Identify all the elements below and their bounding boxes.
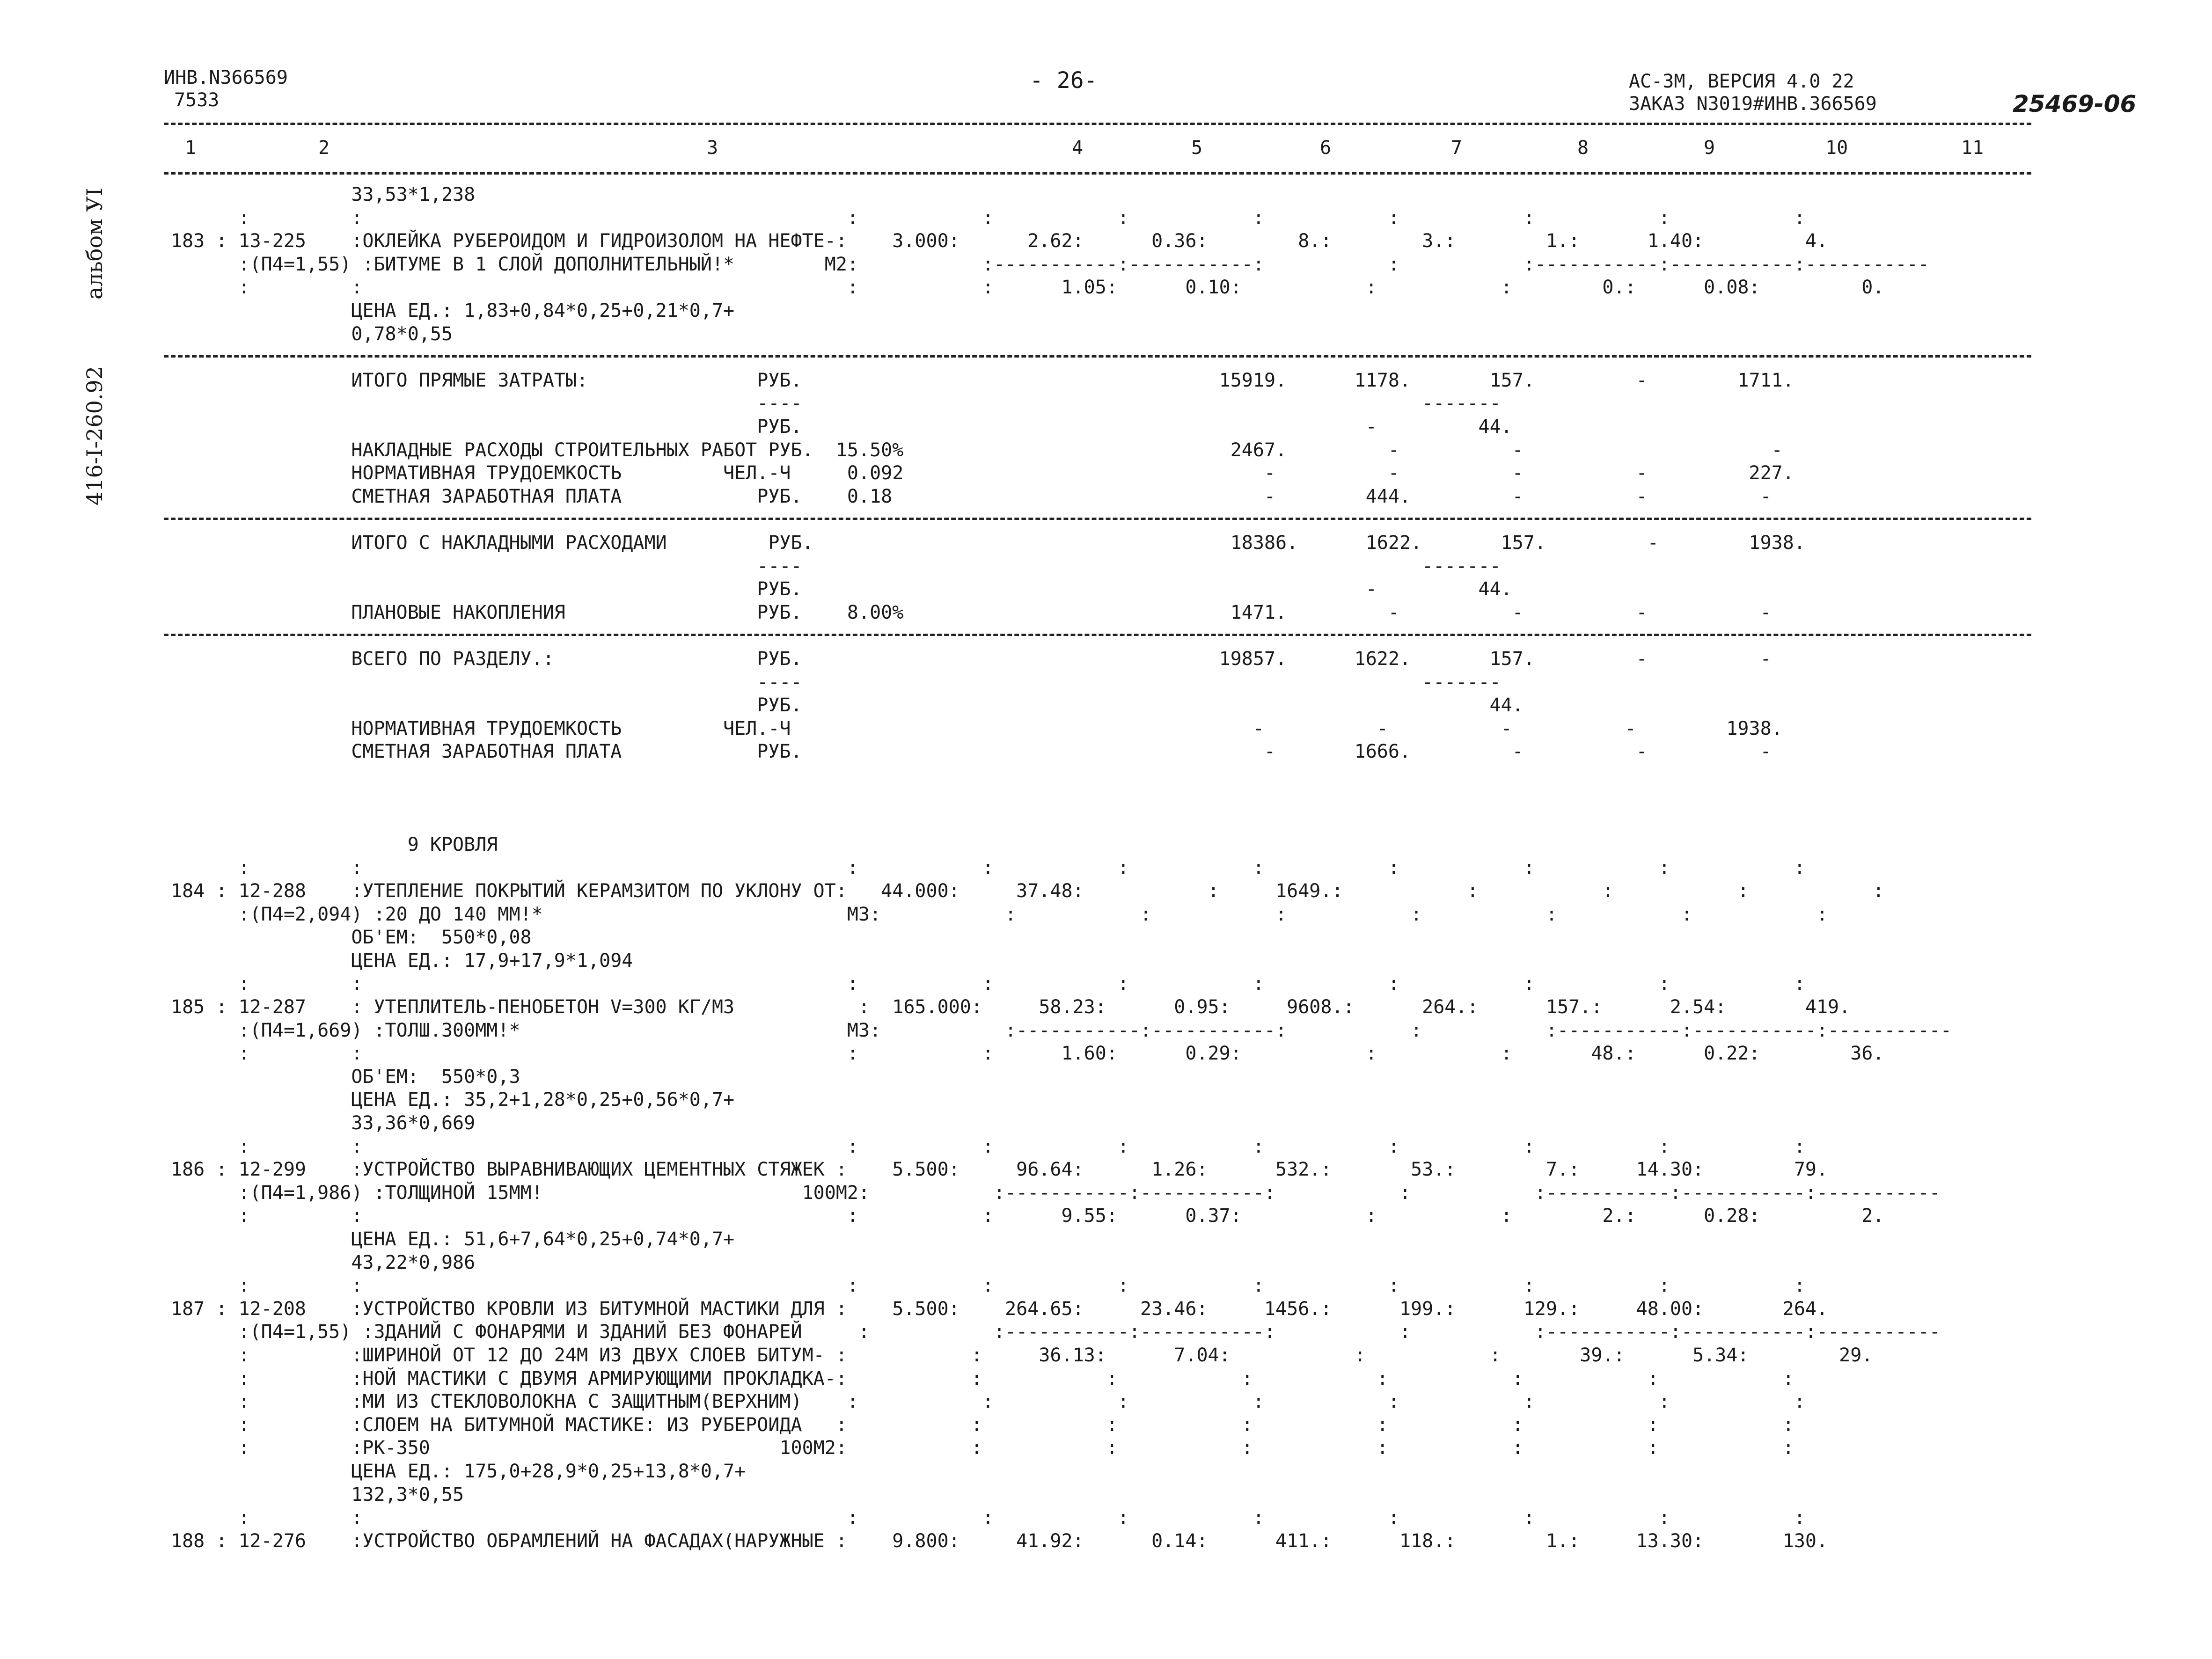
column-header: 2 — [318, 137, 330, 159]
table-line: ОБ'ЕМ: 550*0,08 — [171, 927, 532, 948]
table-line: :(П4=1,55) :БИТУМЕ В 1 СЛОЙ ДОПОЛНИТЕЛЬНЫЙ!* М2: :-----------:-----------: : :-----------:-----------:----------- — [171, 254, 1929, 275]
table-line: : :ШИРИНОЙ ОТ 12 ДО 24М ИЗ ДВУХ СЛОЕВ БИТУМ- : : 36.13: 7.04: : : 39.: 5.34: 29. — [171, 1345, 1873, 1366]
table-line: ---- ------- — [171, 672, 1501, 693]
table-line: ПЛАНОВЫЕ НАКОПЛЕНИЯ РУБ. 8.00% 1471. - - - - — [171, 602, 1772, 623]
table-line: 185 : 12-287 : УТЕПЛИТЕЛЬ-ПЕНОБЕТОН V=300 КГ/М3 : 165.000: 58.23: 0.95: 9608.: 264.: 157.: 2.54: 419. — [171, 996, 1851, 1018]
table-line: : :НОЙ МАСТИКИ С ДВУМЯ АРМИРУЮЩИМИ ПРОКЛАДКА-: : : : : : : : — [171, 1368, 1794, 1389]
section-separator — [164, 634, 2031, 636]
column-header: 4 — [1072, 137, 1084, 159]
column-header: 6 — [1320, 137, 1332, 159]
program-version: АС-3М, ВЕРСИЯ 4.0 22 — [1629, 71, 1854, 92]
table-line: 33,53*1,238 — [171, 184, 476, 205]
table-line: 0,78*0,55 — [171, 323, 453, 345]
table-line: НОРМАТИВНАЯ ТРУДОЕМКОСТЬ ЧЕЛ.-Ч - - - - 1938. — [171, 718, 1783, 739]
table-line: :(П4=1,669) :ТОЛШ.300ММ!* М3: :-----------:-----------: : :-----------:-----------:----------- — [171, 1020, 1952, 1041]
header-rule-top — [164, 123, 2031, 125]
table-line: : : : : : : : : : : — [171, 207, 1805, 229]
order-number: ЗАКАЗ N3019#ИНВ.366569 — [1629, 93, 1877, 115]
column-header-row — [0, 137, 2212, 160]
column-header: 7 — [1451, 137, 1463, 159]
handwritten-number: 25469-06 — [2013, 90, 2137, 117]
document-code: 416-I-260.92 — [82, 365, 107, 505]
section-separator — [164, 355, 2031, 358]
table-line: :(П4=1,55) :ЗДАНИЙ С ФОНАРЯМИ И ЗДАНИЙ БЕЗ ФОНАРЕЙ : :-----------:-----------: : :-----------:-----------:----------- — [171, 1321, 1941, 1343]
column-header: 3 — [707, 137, 718, 159]
table-line: ЦЕНА ЕД.: 1,83+0,84*0,25+0,21*0,7+ — [171, 300, 735, 322]
column-header: 5 — [1191, 137, 1203, 159]
table-line: ИТОГО ПРЯМЫЕ ЗАТРАТЫ: РУБ. 15919. 1178. 157. - 1711. — [171, 370, 1794, 391]
table-line: : : : : 1.60: 0.29: : : 48.: 0.22: 36. — [171, 1043, 1884, 1064]
header-rule-bottom — [164, 172, 2031, 175]
page-number: - 26- — [1030, 67, 1098, 94]
table-line: ЦЕНА ЕД.: 175,0+28,9*0,25+13,8*0,7+ — [171, 1461, 746, 1482]
inventory-number: ИНВ.N366569 — [164, 67, 288, 88]
table-line: : : : : 9.55: 0.37: : : 2.: 0.28: 2. — [171, 1205, 1884, 1227]
table-line: : : : : : : : : : : — [171, 857, 1805, 878]
column-header: 9 — [1704, 137, 1715, 159]
table-line: ЦЕНА ЕД.: 35,2+1,28*0,25+0,56*0,7+ — [171, 1089, 735, 1111]
inventory-sub: 7533 — [174, 89, 220, 111]
table-line: ОБ'ЕМ: 550*0,3 — [171, 1066, 520, 1088]
table-line: 132,3*0,55 — [171, 1484, 464, 1506]
table-line: РУБ. - 44. — [171, 416, 1512, 438]
table-line: РУБ. 44. — [171, 694, 1523, 716]
table-line: ---- ------- — [171, 555, 1501, 577]
table-line: 33,36*0,669 — [171, 1112, 476, 1134]
table-line: 184 : 12-288 :УТЕПЛЕНИЕ ПОКРЫТИЙ КЕРАМЗИТОМ ПО УКЛОНУ ОТ: 44.000: 37.48: : 1649.: : : : : — [171, 880, 1884, 902]
table-line: 183 : 13-225 :ОКЛЕЙКА РУБЕРОИДОМ И ГИДРОИЗОЛОМ НА НЕФТЕ-: 3.000: 2.62: 0.36: 8.: 3.: 1.: 1.40: 4. — [171, 230, 1828, 252]
table-line: 186 : 12-299 :УСТРОЙСТВО ВЫРАВНИВАЮЩИХ ЦЕМЕНТНЫХ СТЯЖЕК : 5.500: 96.64: 1.26: 532.: 53.: 7.: 14.30: 79. — [171, 1159, 1828, 1180]
table-line: ИТОГО С НАКЛАДНЫМИ РАСХОДАМИ РУБ. 18386. 1622. 157. - 1938. — [171, 532, 1805, 554]
section-separator — [164, 518, 2031, 520]
table-line: 43,22*0,986 — [171, 1252, 476, 1273]
table-line: ВСЕГО ПО РАЗДЕЛУ.: РУБ. 19857. 1622. 157. - - — [171, 648, 1772, 670]
table-line: ---- ------- — [171, 393, 1501, 414]
table-line: ЦЕНА ЕД.: 51,6+7,64*0,25+0,74*0,7+ — [171, 1228, 735, 1250]
table-line: :(П4=1,986) :ТОЛЩИНОЙ 15ММ! 100М2: :-----------:-----------: : :-----------:-----------:----------- — [171, 1182, 1941, 1204]
column-header: 11 — [1961, 137, 1984, 159]
column-header: 10 — [1825, 137, 1848, 159]
column-header: 1 — [185, 137, 197, 159]
album-label: альбом УI — [82, 188, 107, 300]
table-line: 9 КРОВЛЯ — [171, 834, 498, 855]
table-line: : : : : 1.05: 0.10: : : 0.: 0.08: 0. — [171, 277, 1884, 298]
table-line: : : : : : : : : : : — [171, 1275, 1805, 1296]
table-line: : : : : : : : : : : — [171, 1136, 1805, 1157]
table-line: СМЕТНАЯ ЗАРАБОТНАЯ ПЛАТА РУБ. - 1666. - - - — [171, 741, 1772, 762]
table-line: 188 : 12-276 :УСТРОЙСТВО ОБРАМЛЕНИЙ НА ФАСАДАХ(НАРУЖНЫЕ : 9.800: 41.92: 0.14: 411.: 118.: 1.: 13.30: 130. — [171, 1530, 1828, 1552]
table-line: : :СЛОЕМ НА БИТУМНОЙ МАСТИКЕ: ИЗ РУБЕРОИДА : : : : : : : : — [171, 1414, 1794, 1436]
table-line: 187 : 12-208 :УСТРОЙСТВО КРОВЛИ ИЗ БИТУМНОЙ МАСТИКИ ДЛЯ : 5.500: 264.65: 23.46: 1456.: 199.: 129.: 48.00: 264. — [171, 1298, 1828, 1320]
table-line: ЦЕНА ЕД.: 17,9+17,9*1,094 — [171, 950, 633, 972]
table-line: :(П4=2,094) :20 ДО 140 ММ!* М3: : : : : : : : — [171, 904, 1828, 925]
table-line: : :РК-350 100М2: : : : : : : : — [171, 1437, 1794, 1459]
column-header: 8 — [1577, 137, 1589, 159]
table-line: НАКЛАДНЫЕ РАСХОДЫ СТРОИТЕЛЬНЫХ РАБОТ РУБ. 15.50% 2467. - - - — [171, 439, 1783, 461]
table-line: НОРМАТИВНАЯ ТРУДОЕМКОСТЬ ЧЕЛ.-Ч 0.092 - - - - 227. — [171, 462, 1794, 484]
table-line: СМЕТНАЯ ЗАРАБОТНАЯ ПЛАТА РУБ. 0.18 - 444. - - - — [171, 486, 1772, 507]
table-line: : : : : : : : : : : — [171, 1507, 1805, 1528]
table-line: : :МИ ИЗ СТЕКЛОВОЛОКНА С ЗАЩИТНЫМ(ВЕРХНИМ) : : : : : : : : — [171, 1391, 1805, 1412]
table-line: : : : : : : : : : : — [171, 973, 1805, 994]
table-line: РУБ. - 44. — [171, 578, 1512, 600]
